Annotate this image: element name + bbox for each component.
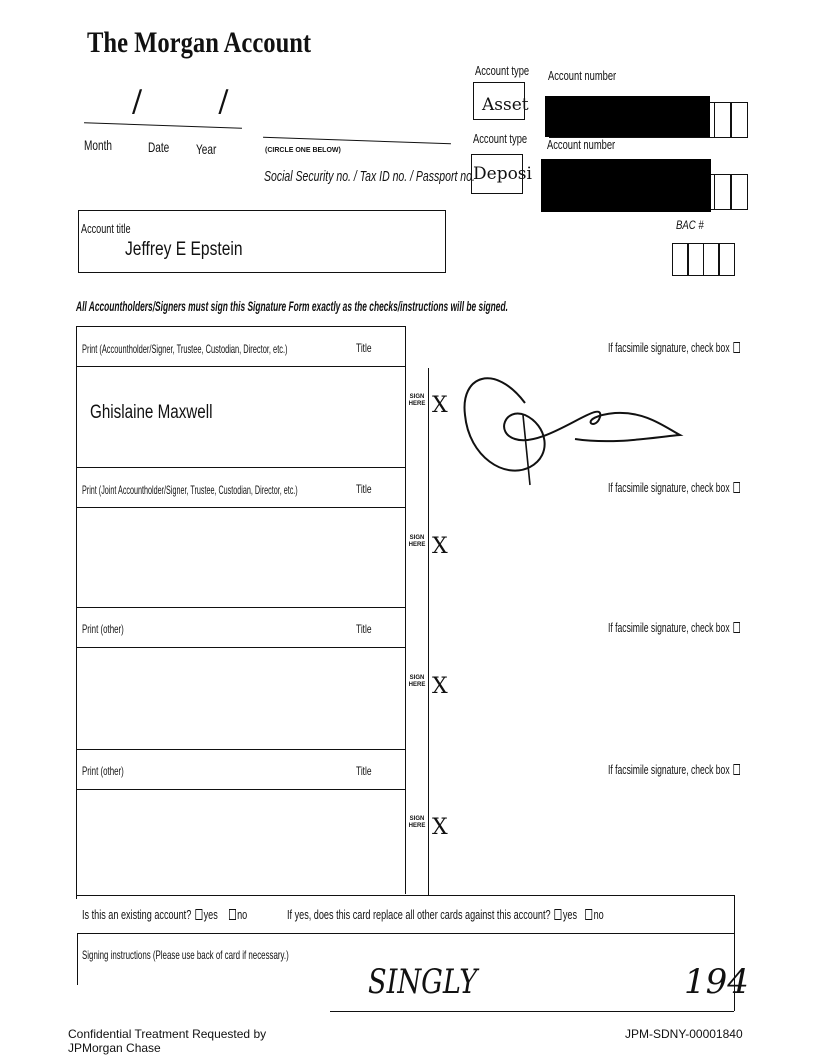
row-2-x-mark: X xyxy=(432,534,448,559)
row-2-title-label: Title xyxy=(356,482,372,496)
row-1-facsimile-checkbox[interactable] xyxy=(733,342,740,353)
signing-instruction: All Accountholders/Signers must sign this Signature Form exactly as the checks/instructions will be signed. xyxy=(76,298,508,314)
existing-bottom-line xyxy=(77,933,734,934)
account-title-box[interactable] xyxy=(78,210,446,273)
row-1-print-label: Print (Accountholder/Signer, Trustee, Custodian, Director, etc.) xyxy=(82,342,288,356)
footer-confidential xyxy=(68,1027,266,1055)
signature-graphic xyxy=(455,355,695,495)
account-title-label: Account title xyxy=(81,221,131,236)
footer-line-1: Confidential Treatment Requested by xyxy=(68,1027,267,1041)
row-3-print-label: Print (other) xyxy=(82,622,124,636)
bac-cells[interactable] xyxy=(673,243,735,281)
replace-no-checkbox[interactable] xyxy=(585,909,592,920)
id-types-label: Social Security no. / Tax ID no. / Passport no. xyxy=(264,168,475,185)
account-type-label-2: Account type xyxy=(473,131,528,146)
account-type-box-1[interactable] xyxy=(473,82,529,120)
grid-top-line xyxy=(77,326,405,327)
account-type-value-2: Deposi xyxy=(473,164,532,184)
account-title-value: Jeffrey E Epstein xyxy=(125,239,243,260)
row-4-print-label: Print (other) xyxy=(82,764,124,778)
redaction-account-number-2 xyxy=(541,159,711,212)
row-4-sign-here: SIGN HERE xyxy=(408,816,426,829)
date-line xyxy=(84,122,242,129)
grid-print-divider xyxy=(405,326,406,894)
row-4-x-mark: X xyxy=(432,815,448,840)
redaction-account-number-1 xyxy=(545,96,710,137)
row-3-sign-here: SIGN HERE xyxy=(408,675,426,688)
month-label: Month xyxy=(84,137,113,153)
account-number-label-1: Account number xyxy=(548,68,617,83)
row-3-top-line xyxy=(77,607,405,608)
row-2-header-line xyxy=(77,507,405,508)
row-3-x-mark: X xyxy=(432,674,448,699)
footer-line-2: JPMorgan Chase xyxy=(68,1041,161,1055)
row-1-sign-here: SIGN HERE xyxy=(408,394,426,407)
row-2-facsimile-checkbox[interactable] xyxy=(733,482,740,493)
row-4-top-line xyxy=(77,749,405,750)
row-1-header-line xyxy=(77,366,405,367)
grid-sign-divider xyxy=(428,368,429,895)
row-2-top-line xyxy=(77,467,405,468)
signing-handwritten-number: 194 xyxy=(684,962,749,1002)
row-4-title-label: Title xyxy=(356,764,372,778)
signing-handwritten: SINGLY xyxy=(368,962,478,1002)
grid-left-border xyxy=(76,326,77,899)
existing-account-question: Is this an existing account? yes no xyxy=(82,907,248,922)
existing-right-border xyxy=(734,895,735,933)
row-4-header-line xyxy=(77,789,405,790)
row-1-name[interactable]: Ghislaine Maxwell xyxy=(90,402,213,423)
row-1-title-label: Title xyxy=(356,341,372,355)
row-2-sign-here: SIGN HERE xyxy=(408,535,426,548)
year-label: Year xyxy=(196,141,217,157)
footer-bates-number: JPM-SDNY-00001840 xyxy=(625,1027,743,1041)
signing-instructions-label: Signing instructions (Please use back of card if necessary.) xyxy=(82,948,289,962)
row-3-header-line xyxy=(77,647,405,648)
row-1-facsimile-label: If facsimile signature, check box xyxy=(608,340,741,355)
existing-top-line xyxy=(77,895,734,896)
account-type-label-1: Account type xyxy=(475,63,530,78)
id-line xyxy=(263,137,451,145)
signing-left-border xyxy=(77,933,78,985)
row-4-facsimile-checkbox[interactable] xyxy=(733,764,740,775)
account-number-label-2: Account number xyxy=(547,137,616,152)
bac-label: BAC # xyxy=(676,218,704,232)
row-3-title-label: Title xyxy=(356,622,372,636)
row-1-x-mark: X xyxy=(432,393,448,418)
row-2-print-label: Print (Joint Accountholder/Signer, Trustee, Custodian, Director, etc.) xyxy=(82,483,298,497)
circle-one-label: (CIRCLE ONE BELOW) xyxy=(265,147,341,154)
existing-yes-checkbox[interactable] xyxy=(195,909,202,920)
account-type-box-2[interactable] xyxy=(471,154,532,194)
form-title: The Morgan Account xyxy=(87,26,312,59)
replace-cards-question: If yes, does this card replace all other cards against this account? yes no xyxy=(287,907,604,922)
date-label: Date xyxy=(148,139,170,155)
row-2-facsimile-label: If facsimile signature, check box xyxy=(608,480,741,495)
row-3-facsimile-label: If facsimile signature, check box xyxy=(608,620,741,635)
account-type-value-1: Asset xyxy=(482,95,529,115)
signing-bottom-line xyxy=(330,1011,734,1012)
row-3-facsimile-checkbox[interactable] xyxy=(733,622,740,633)
row-4-facsimile-label: If facsimile signature, check box xyxy=(608,762,741,777)
date-slashes: / / xyxy=(132,84,229,119)
existing-no-checkbox[interactable] xyxy=(229,909,236,920)
replace-yes-checkbox[interactable] xyxy=(554,909,561,920)
